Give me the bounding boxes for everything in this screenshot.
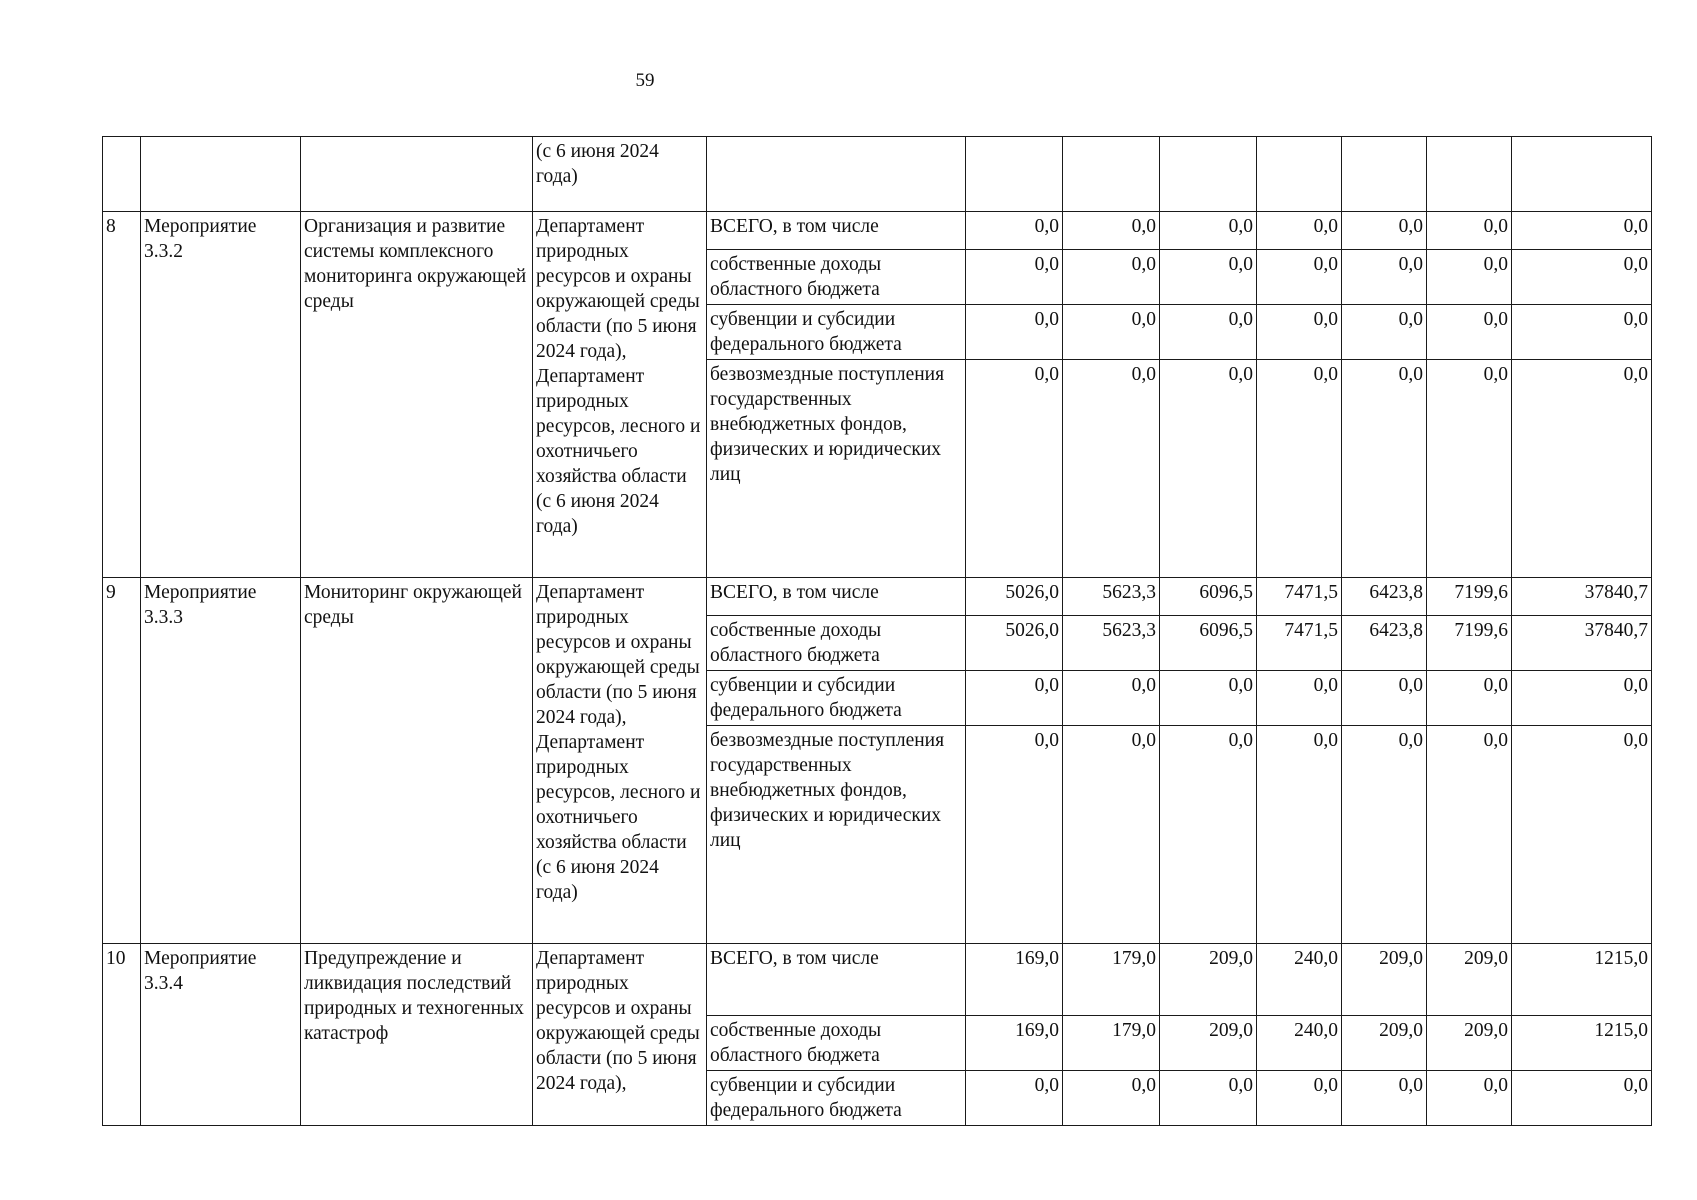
cell-value: 0,0 [1063, 1071, 1160, 1126]
cell-value: 0,0 [1257, 250, 1342, 305]
cell-value [1063, 137, 1160, 212]
cell-value: 0,0 [966, 671, 1063, 726]
cell-source: собственные доходы областного бюджета [707, 616, 966, 671]
table-row [103, 212, 1652, 250]
cell-value: 0,0 [1427, 360, 1512, 578]
cell-value: 240,0 [1257, 944, 1342, 1016]
cell-value [1257, 137, 1342, 212]
cell-source: ВСЕГО, в том числе [707, 212, 966, 250]
cell-value: 0,0 [966, 305, 1063, 360]
cell-value: 37840,7 [1512, 616, 1652, 671]
cell-value: 0,0 [1427, 726, 1512, 944]
cell-value: 6423,8 [1342, 616, 1427, 671]
cell-value: 0,0 [966, 1071, 1063, 1126]
cell-value: 209,0 [1342, 944, 1427, 1016]
cell-value: 0,0 [1160, 1071, 1257, 1126]
cell-measure: Мероприятие 3.3.3 [141, 578, 301, 944]
cell-value: 1215,0 [1512, 944, 1652, 1016]
cell-value: 0,0 [1063, 212, 1160, 250]
cell-source: собственные доходы областного бюджета [707, 1016, 966, 1071]
table-row [103, 944, 1652, 1016]
cell-value: 0,0 [1257, 305, 1342, 360]
page-number: 59 [635, 70, 655, 91]
cell-value: 7199,6 [1427, 578, 1512, 616]
cell-description [301, 137, 533, 212]
cell-source: собственные доходы областного бюджета [707, 250, 966, 305]
cell-value: 0,0 [1063, 250, 1160, 305]
cell-value: 240,0 [1257, 1016, 1342, 1071]
cell-value: 0,0 [1160, 671, 1257, 726]
cell-value: 5623,3 [1063, 578, 1160, 616]
cell-value: 0,0 [1160, 726, 1257, 944]
cell-description: Организация и развитие системы комплексного мониторинга окружающей среды [301, 212, 533, 578]
cell-value: 0,0 [1342, 360, 1427, 578]
cell-value: 0,0 [1160, 250, 1257, 305]
cell-value: 6096,5 [1160, 616, 1257, 671]
cell-value: 0,0 [1427, 305, 1512, 360]
cell-value: 0,0 [1512, 726, 1652, 944]
cell-value: 5026,0 [966, 578, 1063, 616]
cell-value: 0,0 [1063, 360, 1160, 578]
cell-measure [141, 137, 301, 212]
cell-value: 209,0 [1160, 1016, 1257, 1071]
cell-no: 8 [103, 212, 141, 578]
cell-value: 0,0 [1257, 1071, 1342, 1126]
cell-value: 0,0 [1063, 726, 1160, 944]
cell-responsible: Департамент природных ресурсов и охраны окружающей среды области (по 5 июня 2024 года), [533, 944, 707, 1126]
cell-no: 9 [103, 578, 141, 944]
cell-value: 0,0 [1063, 671, 1160, 726]
cell-responsible: Департамент природных ресурсов и охраны окружающей среды области (по 5 июня 2024 года), Департамент природных ресурсов, лесного и охотничьего хозяйства области (с 6 июня 2024 года) [533, 212, 707, 578]
cell-value: 0,0 [1063, 305, 1160, 360]
cell-source [707, 137, 966, 212]
cell-value: 0,0 [1427, 671, 1512, 726]
cell-value: 0,0 [1160, 305, 1257, 360]
cell-value: 7199,6 [1427, 616, 1512, 671]
cell-value: 169,0 [966, 944, 1063, 1016]
table-body [103, 137, 1652, 1126]
cell-value: 0,0 [1427, 250, 1512, 305]
cell-value: 0,0 [1160, 360, 1257, 578]
cell-value [966, 137, 1063, 212]
cell-value: 209,0 [1160, 944, 1257, 1016]
cell-measure: Мероприятие 3.3.4 [141, 944, 301, 1126]
cell-value: 0,0 [966, 250, 1063, 305]
cell-value: 5623,3 [1063, 616, 1160, 671]
cell-measure: Мероприятие 3.3.2 [141, 212, 301, 578]
cell-value: 209,0 [1342, 1016, 1427, 1071]
cell-value: 0,0 [1257, 726, 1342, 944]
cell-value: 5026,0 [966, 616, 1063, 671]
cell-value: 0,0 [1512, 1071, 1652, 1126]
carry-over-row [103, 137, 1652, 212]
cell-value: 0,0 [1427, 212, 1512, 250]
cell-responsible: Департамент природных ресурсов и охраны окружающей среды области (по 5 июня 2024 года), Департамент природных ресурсов, лесного и охотничьего хозяйства области (с 6 июня 2024 года) [533, 578, 707, 944]
cell-value: 169,0 [966, 1016, 1063, 1071]
cell-value [1427, 137, 1512, 212]
cell-value: 0,0 [1512, 250, 1652, 305]
cell-value: 0,0 [966, 212, 1063, 250]
cell-source: безвозмездные поступления государственных внебюджетных фондов, физических и юридических лиц [707, 726, 966, 944]
cell-value: 209,0 [1427, 1016, 1512, 1071]
cell-value: 0,0 [1342, 305, 1427, 360]
cell-description: Мониторинг окружающей среды [301, 578, 533, 944]
cell-value: 7471,5 [1257, 616, 1342, 671]
cell-responsible: (с 6 июня 2024 года) [533, 137, 707, 212]
cell-value: 7471,5 [1257, 578, 1342, 616]
cell-value: 0,0 [1342, 250, 1427, 305]
cell-value [1512, 137, 1652, 212]
cell-value: 179,0 [1063, 944, 1160, 1016]
cell-value: 1215,0 [1512, 1016, 1652, 1071]
cell-value: 6096,5 [1160, 578, 1257, 616]
cell-value: 0,0 [1512, 360, 1652, 578]
cell-no: 10 [103, 944, 141, 1126]
cell-source: субвенции и субсидии федерального бюджета [707, 1071, 966, 1126]
cell-value: 209,0 [1427, 944, 1512, 1016]
cell-value: 0,0 [1342, 726, 1427, 944]
cell-value: 0,0 [1342, 212, 1427, 250]
cell-source: ВСЕГО, в том числе [707, 578, 966, 616]
cell-value: 0,0 [1342, 671, 1427, 726]
cell-value: 0,0 [1512, 212, 1652, 250]
cell-value: 0,0 [1512, 305, 1652, 360]
cell-value: 0,0 [966, 726, 1063, 944]
cell-value: 179,0 [1063, 1016, 1160, 1071]
cell-value: 0,0 [1512, 671, 1652, 726]
cell-value [1160, 137, 1257, 212]
cell-source: субвенции и субсидии федерального бюджета [707, 671, 966, 726]
cell-value: 37840,7 [1512, 578, 1652, 616]
cell-source: ВСЕГО, в том числе [707, 944, 966, 1016]
cell-source: безвозмездные поступления государственных внебюджетных фондов, физических и юридических лиц [707, 360, 966, 578]
cell-value: 0,0 [1257, 671, 1342, 726]
cell-value: 0,0 [1427, 1071, 1512, 1126]
cell-value: 0,0 [1257, 360, 1342, 578]
cell-no [103, 137, 141, 212]
budget-table [102, 136, 1652, 1126]
cell-value [1342, 137, 1427, 212]
cell-value: 0,0 [1160, 212, 1257, 250]
cell-source: субвенции и субсидии федерального бюджета [707, 305, 966, 360]
cell-value: 0,0 [966, 360, 1063, 578]
cell-value: 6423,8 [1342, 578, 1427, 616]
table-row [103, 578, 1652, 616]
cell-value: 0,0 [1257, 212, 1342, 250]
cell-value: 0,0 [1342, 1071, 1427, 1126]
cell-description: Предупреждение и ликвидация последствий природных и техногенных катастроф [301, 944, 533, 1126]
